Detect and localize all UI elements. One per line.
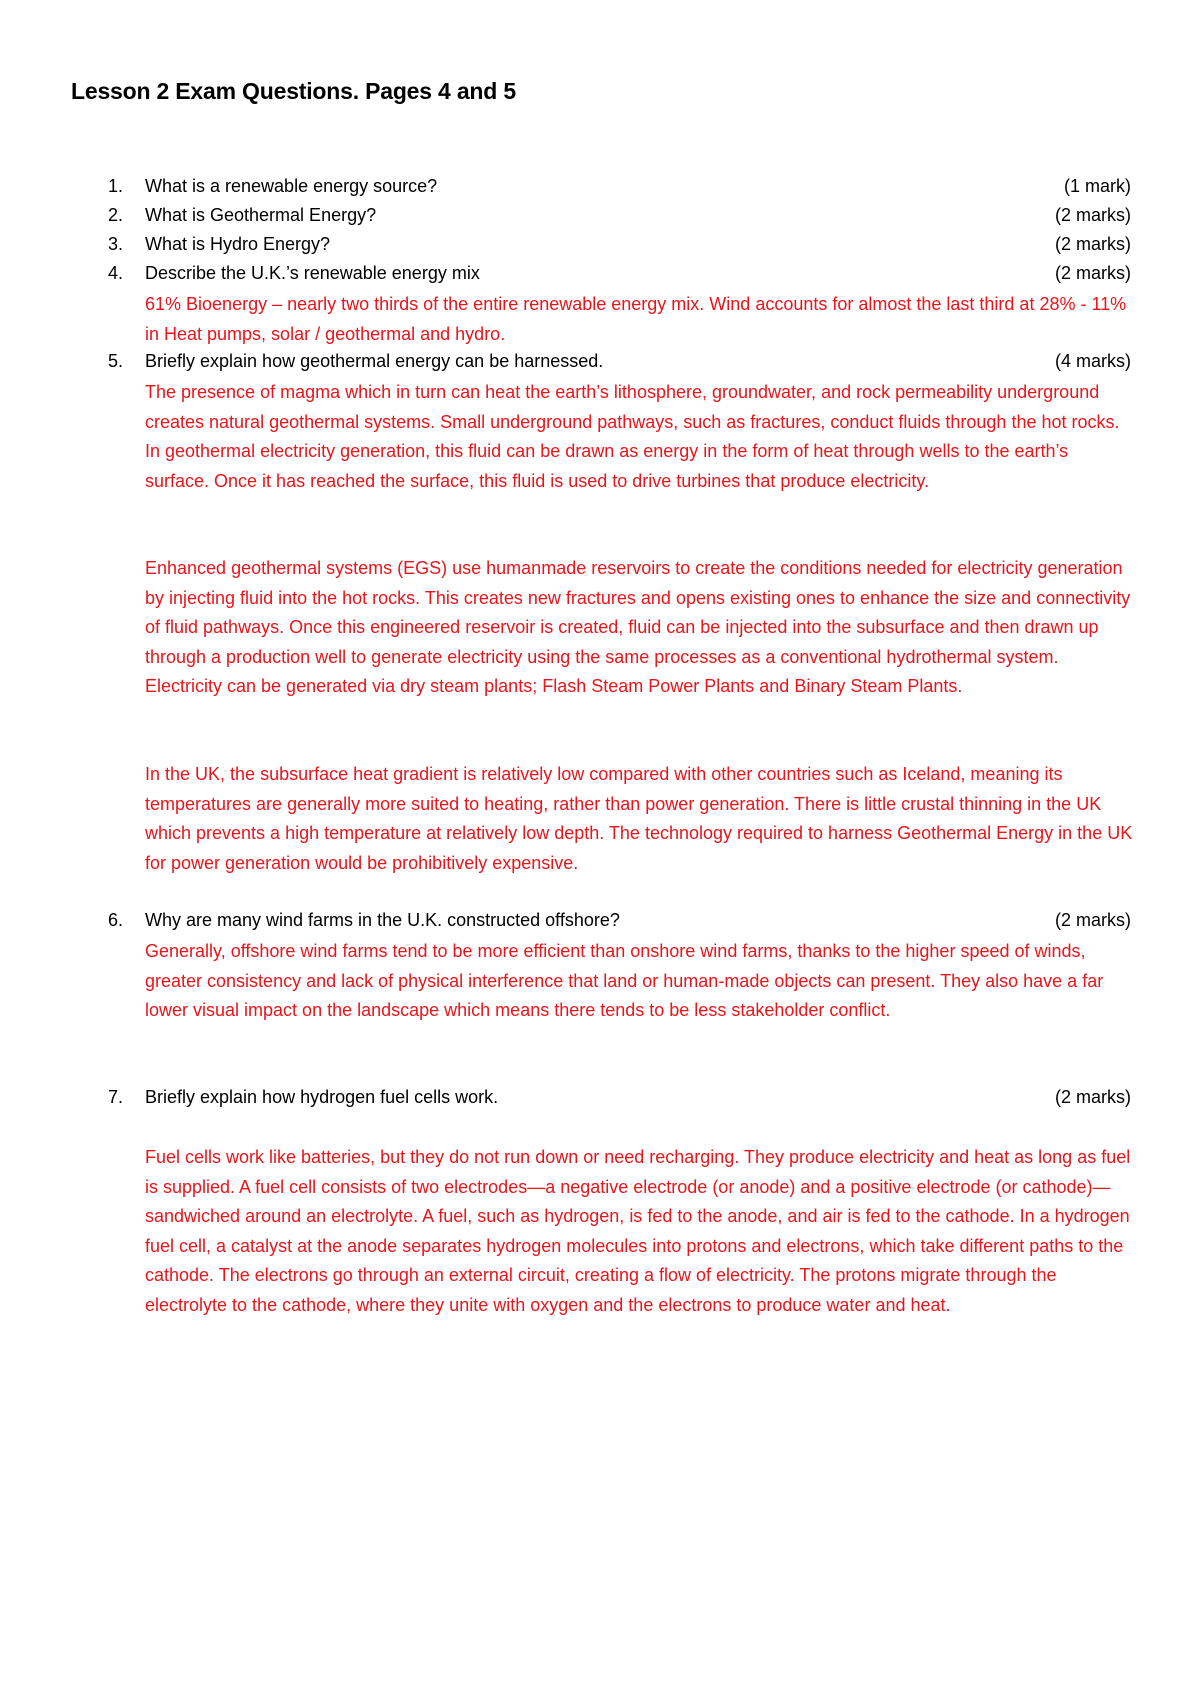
question-number: 4. — [108, 263, 124, 283]
answer-5-paragraph-1: The presence of magma which in turn can heat the earth’s lithosphere, groundwater, and rock permeability underground creates natural geothermal systems. Small underground pathways, such as fractures, conduct fluids through the hot rocks. In geothermal electricity generation, this fluid can be drawn as energy in the form of heat through wells to the earth’s surface. Once it has reached the surface, this fluid is used to drive turbines that produce electricity. — [145, 382, 1120, 491]
question-number: 3. — [108, 234, 124, 254]
question-text: What is a renewable energy source? — [145, 176, 438, 196]
question-7 — [0, 1083, 1200, 1111]
question-text: Briefly explain how geothermal energy can be harnessed. — [145, 351, 604, 371]
answer-6: Generally, offshore wind farms tend to be more efficient than onshore wind farms, thanks to the higher speed of winds, greater consistency and lack of physical interference that land or human-made objects can present. They also have a far lower visual impact on the landscape which means there tends to be less stakeholder conflict. — [145, 941, 1104, 1020]
question-1 — [0, 172, 1200, 200]
question-3 — [0, 230, 1200, 258]
question-marks: (4 marks) — [1055, 351, 1131, 371]
question-text: What is Hydro Energy? — [145, 234, 331, 254]
question-number: 1. — [108, 176, 124, 196]
question-number: 7. — [108, 1087, 124, 1107]
question-4 — [0, 259, 1200, 287]
question-text: Why are many wind farms in the U.K. constructed offshore? — [145, 910, 620, 930]
question-marks: (2 marks) — [1055, 1087, 1131, 1107]
question-number: 6. — [108, 910, 124, 930]
question-marks: (2 marks) — [1055, 205, 1131, 225]
question-number: 5. — [108, 351, 124, 371]
answer-5-paragraph-3: In the UK, the subsurface heat gradient is relatively low compared with other countries such as Iceland, meaning its temperatures are generally more suited to heating, rather than power generation. There is little crustal thinning in the UK which prevents a high temperature at relatively low depth. The technology required to harness Geothermal Energy in the UK for power generation would be prohibitively expensive. — [145, 764, 1133, 873]
question-marks: (2 marks) — [1055, 234, 1131, 254]
question-marks: (2 marks) — [1055, 910, 1131, 930]
answer-4: 61% Bioenergy – nearly two thirds of the entire renewable energy mix. Wind accounts for almost the last third at 28% - 11% in Heat pumps, solar / geothermal and hydro. — [145, 294, 1127, 344]
question-marks: (1 mark) — [1064, 176, 1131, 196]
question-text: Describe the U.K.’s renewable energy mix — [145, 263, 480, 283]
question-6 — [0, 906, 1200, 934]
answer-5-paragraph-2: Enhanced geothermal systems (EGS) use humanmade reservoirs to create the conditions needed for electricity generation by injecting fluid into the hot rocks. This creates new fractures and opens existing ones to enhance the size and connectivity of fluid pathways. Once this engineered reservoir is created, fluid can be injected into the subsurface and then drawn up through a production well to generate electricity using the same processes as a conventional hydrothermal system. Electricity can be generated via dry steam plants; Flash Steam Power Plants and Binary Steam Plants. — [145, 558, 1131, 696]
question-text: What is Geothermal Energy? — [145, 205, 377, 225]
question-text: Briefly explain how hydrogen fuel cells work. — [145, 1087, 499, 1107]
question-5 — [0, 347, 1200, 375]
answer-7: Fuel cells work like batteries, but they do not run down or need recharging. They produce electricity and heat as long as fuel is supplied. A fuel cell consists of two electrodes—a negative electrode (or anode) and a positive electrode (or cathode)—sandwiched around an electrolyte. A fuel, such as hydrogen, is fed to the anode, and air is fed to the cathode. In a hydrogen fuel cell, a catalyst at the anode separates hydrogen molecules into protons and electrons, which take different paths to the cathode. The electrons go through an external circuit, creating a flow of electricity. The protons migrate through the electrolyte to the cathode, where they unite with oxygen and the electrons to produce water and heat. — [145, 1147, 1131, 1315]
question-2 — [0, 201, 1200, 229]
question-marks: (2 marks) — [1055, 263, 1131, 283]
question-number: 2. — [108, 205, 124, 225]
page-title: Lesson 2 Exam Questions. Pages 4 and 5 — [71, 78, 516, 104]
